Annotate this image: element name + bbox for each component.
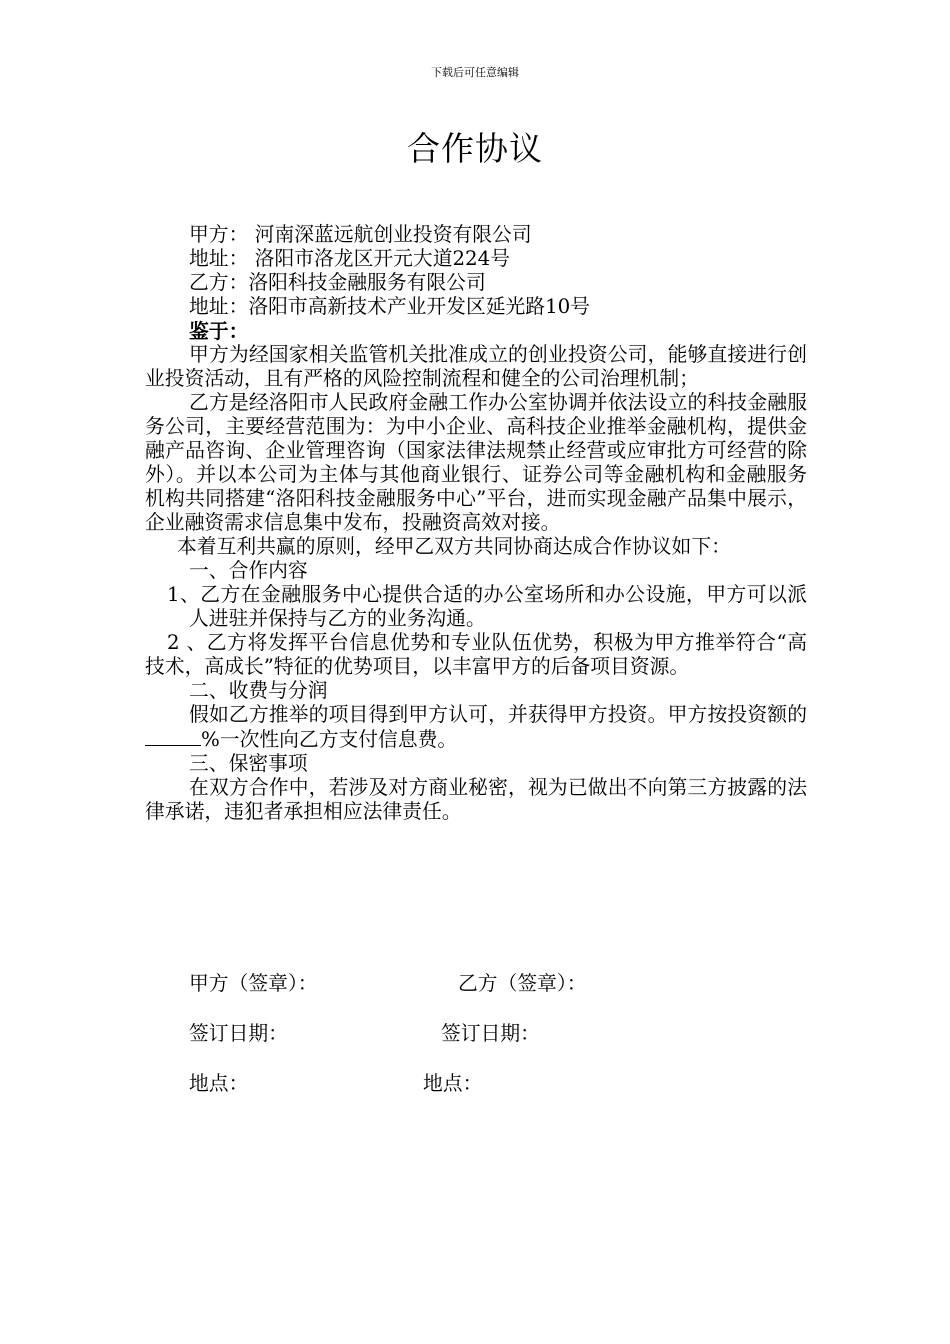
party-a-address-value: 洛阳市洛龙区开元大道224号: [254, 247, 511, 270]
section3-text: 在双方合作中，若涉及对方商业秘密，视为已做出不向第三方披露的法律承诺，违犯者承担相应法律责任。: [145, 776, 807, 823]
party-b-date-label: 签订日期：: [441, 1022, 540, 1045]
party-a-seal-label: 甲方（签章）：: [189, 972, 318, 995]
document-title: 合作协议: [407, 129, 543, 168]
party-b-name: 洛阳科技金融服务有限公司: [248, 271, 486, 294]
party-a-address-label: 地址：: [189, 247, 249, 270]
party-a-name: 河南深蓝远航创业投资有限公司: [254, 223, 532, 246]
party-b-address-label: 地址：: [189, 295, 249, 318]
header-note: 下载后可任意编辑: [431, 66, 519, 79]
party-b-label: 乙方：: [189, 271, 249, 294]
whereas-party-a: 甲方为经国家相关监管机关批准成立的创业投资公司，能够直接进行创业投资活动，且有严格的风险控制流程和健全的公司治理机制；: [145, 343, 807, 390]
section2-heading: 二、收费与分润: [189, 679, 328, 702]
party-b-seal-label: 乙方（签章）：: [458, 972, 587, 995]
party-a-date-label: 签订日期：: [189, 1022, 288, 1045]
agreement-body: [145, 223, 807, 824]
section2-text-before: 假如乙方推举的项目得到甲方认可，并获得甲方投资。甲方按投资额的: [189, 703, 807, 726]
section3-heading: 三、保密事项: [189, 752, 308, 775]
section2-text: [145, 703, 807, 752]
party-b-line: [145, 271, 807, 295]
percentage-blank: [145, 727, 201, 746]
whereas-heading: 鉴于：: [189, 319, 249, 343]
section1-item1: 1、乙方在金融服务中心提供合适的办公室场所和办公设施，甲方可以派人进驻并保持与乙方的业务沟通。: [167, 583, 807, 630]
party-b-address-value: 洛阳市高新技术产业开发区延光路10号: [248, 295, 591, 318]
party-b-address-line: [145, 295, 807, 319]
whereas-party-b: 乙方是经洛阳市人民政府金融工作办公室协调并依法设立的科技金融服务公司，主要经营范围为：为中小企业、高科技企业推举金融机构，提供金融产品咨询、企业管理咨询（国家法律法规禁止经营或应审批方可经营的除外）。并以本公司为主体与其他商业银行、证券公司等金融机构和金融服务机构共同搭建“洛阳科技金融服务中心”平台，进而实现金融产品集中展示，企业融资需求信息集中发布，投融资高效对接。: [145, 391, 807, 534]
party-a-label: 甲方：: [189, 223, 249, 246]
party-b-place-label: 地点：: [423, 1072, 483, 1095]
party-a-line: [145, 223, 807, 247]
section2-text-after: %一次性向乙方支付信息费。: [201, 728, 458, 751]
agreement-intro: 本着互利共赢的原则，经甲乙双方共同协商达成合作协议如下：: [177, 535, 731, 558]
party-a-address-line: [145, 247, 807, 271]
party-a-place-label: 地点：: [189, 1072, 249, 1095]
section1-heading: 一、合作内容: [189, 559, 308, 582]
section1-item2: 2 、乙方将发挥平台信息优势和专业队伍优势，积极为甲方推举符合“高技术，高成长”特征的优势项目，以丰富甲方的后备项目资源。: [145, 631, 807, 678]
